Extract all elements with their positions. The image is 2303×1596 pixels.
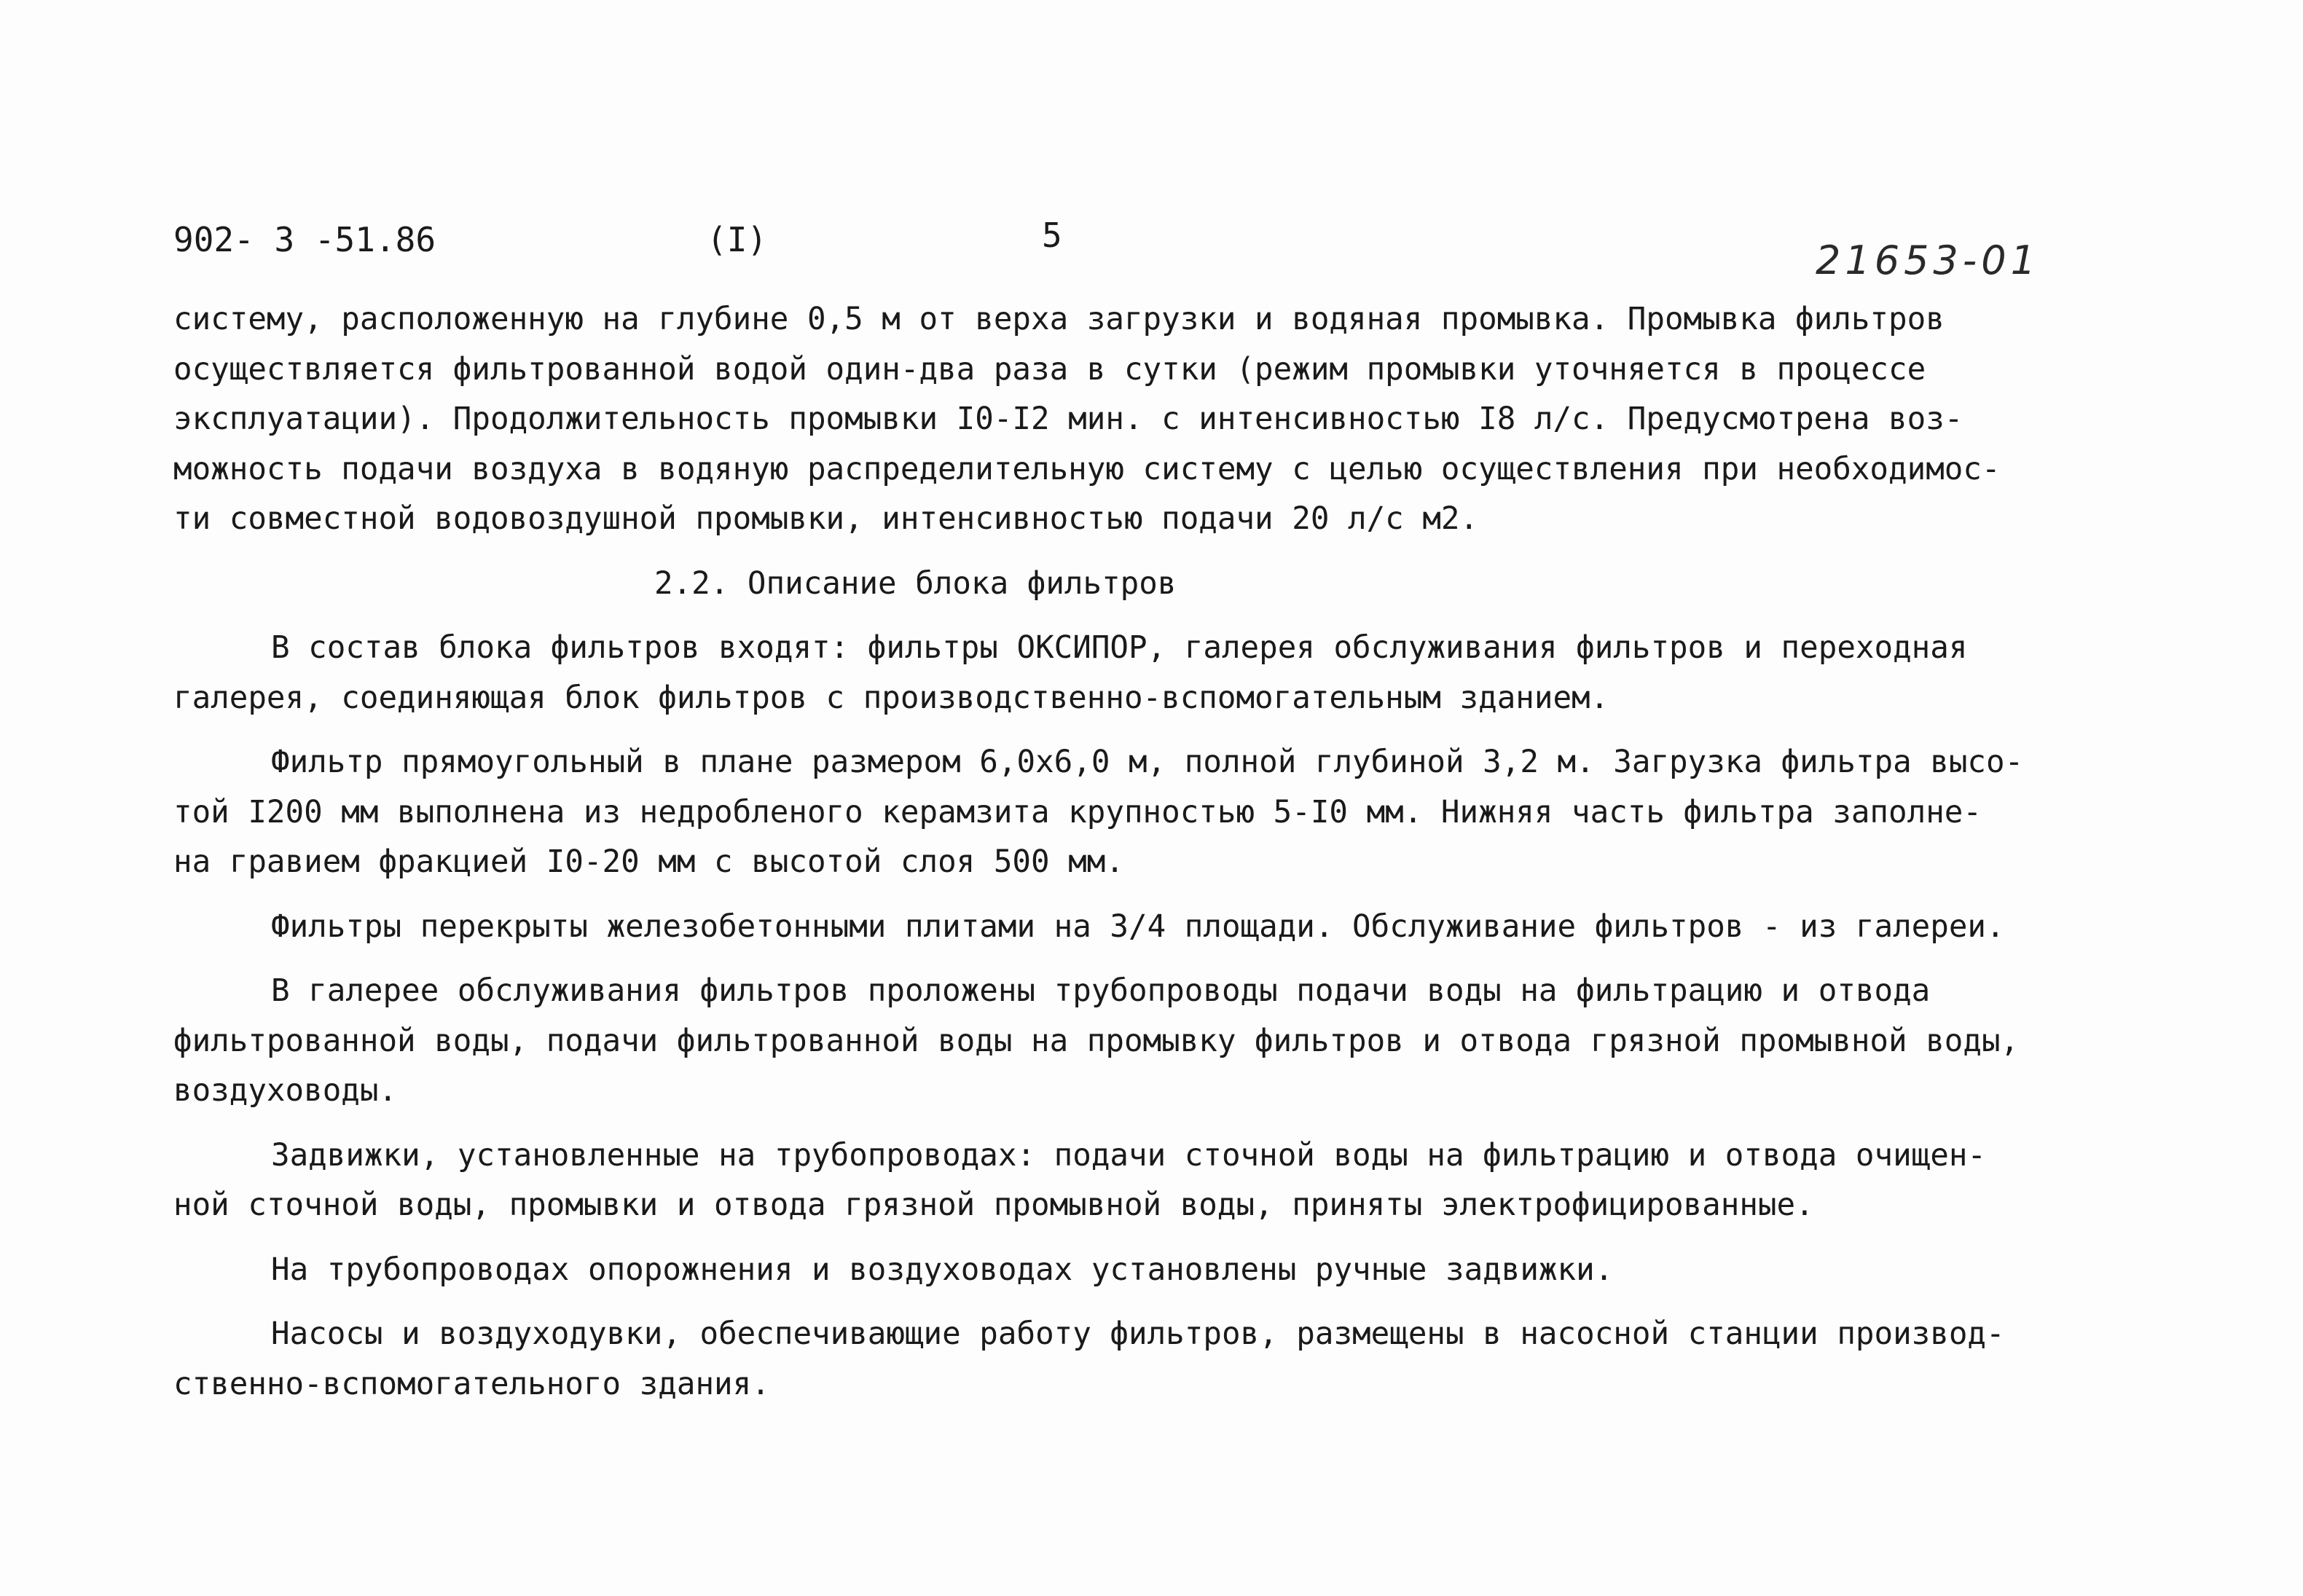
paragraph-manual-valves — [173, 1246, 2141, 1296]
paragraph-filter-dimensions — [173, 738, 2141, 888]
paragraph-valves — [173, 1131, 2141, 1231]
text-line: ственно-вспомогательного здания. — [173, 1366, 770, 1402]
section-heading: 2.2. Описание блока фильтров — [654, 565, 1177, 602]
text-line: Фильтры перекрыты железобетонными плитами на 3/4 площади. Обслуживание фильтров - из галереи. — [271, 908, 2005, 945]
paragraph-filter-block-composition — [173, 624, 2141, 723]
document-body — [173, 295, 2141, 1410]
text-line: систему, расположенную на глубине 0,5 м от верха загрузки и водяная промывка. Промывка фильтров — [173, 302, 1945, 337]
text-line: Насосы и воздуходувки, обеспечивающие работу фильтров, размещены в насосной станции производ- — [271, 1316, 2005, 1352]
text-line: осуществляется фильтрованной водой один-два раза в сутки (режим промывки уточняется в процессе — [173, 351, 1926, 388]
text-line: ти совместной водовоздушной промывки, интенсивностью подачи 20 л/с м2. — [173, 501, 1479, 537]
text-line: ной сточной воды, промывки и отвода грязной промывной воды, приняты электрофицированные. — [173, 1187, 1814, 1223]
text-line: На трубопроводах опорожнения и воздуховодах установлены ручные задвижки. — [271, 1251, 1614, 1288]
text-line: можность подачи воздуха в водяную распределительную систему с целью осуществления при необходимос- — [173, 451, 2001, 487]
paragraph-continued — [173, 295, 2141, 545]
text-line: эксплуатации). Продолжительность промывки I0-I2 мин. с интенсивностью I8 л/с. Предусмотрена воз- — [173, 401, 1963, 437]
text-line: галерея, соединяющая блок фильтров с производственно-вспомогательным зданием. — [173, 680, 1609, 716]
document-code: 902- 3 -51.86 — [173, 220, 436, 259]
text-line: той I200 мм выполнена из недробленого керамзита крупностью 5-I0 мм. Нижняя часть фильтра заполне- — [173, 794, 1982, 830]
text-line: Фильтр прямоугольный в плане размером 6,0х6,0 м, полной глубиной 3,2 м. Загрузка фильтра высо- — [271, 744, 2024, 780]
paragraph-pumps — [173, 1310, 2141, 1410]
volume-number: (I) — [707, 220, 768, 259]
text-line: В галерее обслуживания фильтров проложены трубопроводы подачи воды на фильтрацию и отвода — [271, 973, 1931, 1009]
text-line: В состав блока фильтров входят: фильтры ОКСИПОР, галерея обслуживания фильтров и переходная — [271, 630, 1968, 666]
paragraph-filter-cover — [173, 903, 2141, 953]
paragraph-gallery-pipelines — [173, 967, 2141, 1117]
inventory-number: 21653-01 — [1816, 237, 2040, 283]
text-line: воздуховоды. — [173, 1073, 398, 1109]
text-line: фильтрованной воды, подачи фильтрованной воды на промывку фильтров и отвода грязной промывной воды, — [173, 1023, 2020, 1059]
text-line: Задвижки, установленные на трубопроводах: подачи сточной воды на фильтрацию и отвода очищен- — [271, 1137, 1987, 1174]
text-line: на гравием фракцией I0-20 мм с высотой слоя 500 мм. — [173, 844, 1124, 880]
page-number: 5 — [1042, 216, 1062, 255]
